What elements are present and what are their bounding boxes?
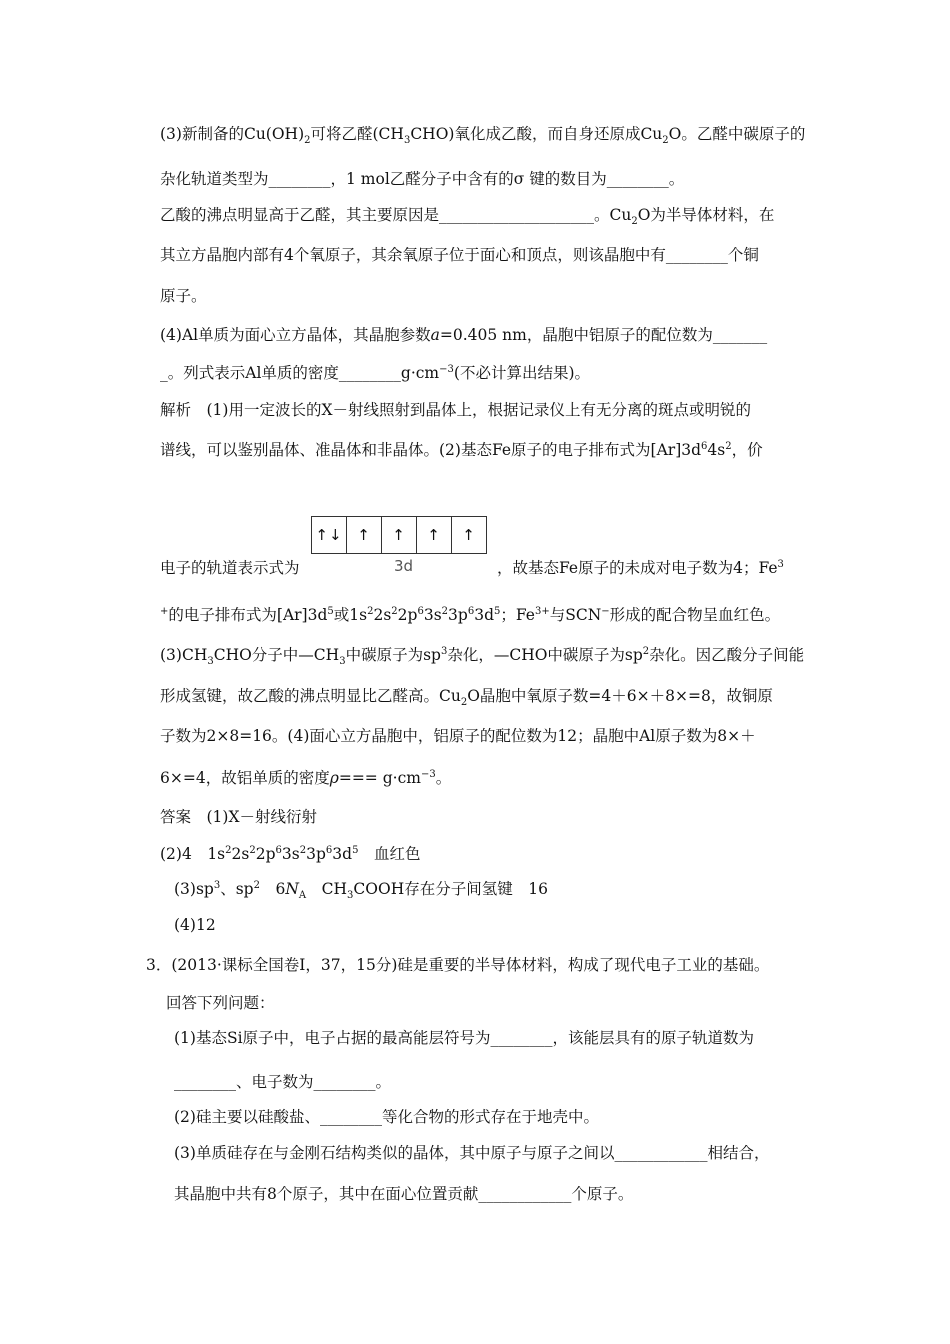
orbital-label: 3d	[394, 557, 414, 575]
text-line-si-question-2: (2)硅主要以硅酸盐、________等化合物的形式存在于地壳中。	[174, 1108, 599, 1126]
text-line-answer-3: $(3)sp^3$、$sp^2$ $6N_A$ $CH_3COOH$存在分子间氢键 16	[174, 879, 548, 902]
text-line-answer-1: 答案 (1)X－射线衍射	[160, 808, 317, 826]
orbital-box-5: ↑	[462, 526, 476, 544]
orbital-box-4: ↑	[417, 517, 452, 553]
text-line-si-question-1b: ________、电子数为________。	[174, 1073, 392, 1091]
text-line-orbital-expression: 电子的轨道表示式为	[160, 559, 300, 577]
text-line-unpaired-electrons: ，故基态Fe原子的未成对电子数为4；Fe$^3$	[497, 558, 784, 577]
orbital-diagram-3d	[311, 516, 487, 554]
text-line-question-3-heading: 3．(2013·课标全国卷Ⅰ，37，15分)硅是重要的半导体材料，构成了现代电子工业的基础。	[146, 956, 770, 974]
text-line-cell-oxygen: 其立方晶胞内部有4个氧原子，其余氧原子位于面心和顶点，则该晶胞中有________个铜	[160, 246, 759, 264]
text-line-hydrogen-bond: 形成氢键，故乙酸的沸点明显比乙醛高。$Cu_2O$晶胞中氧原子数=4＋6×＋8×=8，故铜原	[160, 687, 773, 709]
text-line-boiling-point: 乙酸的沸点明显高于乙醛，其主要原因是____________________。$Cu_2O$为半导体材料，在	[160, 206, 775, 228]
text-line-fe3-config: +的电子排布式为$[Ar]3d^5$或$1s^22s^22p^63s^23p^63d^5$；$Fe^{3+}$与SCN−形成的配合物呈血红色。	[160, 605, 781, 624]
text-line-answer-prompt: 回答下列问题：	[166, 994, 275, 1012]
text-line-copper-atoms: 原子。	[160, 287, 207, 305]
text-line-answer-4: (4)12	[174, 916, 216, 934]
text-line-analysis-1: 解析 (1)用一定波长的X－射线照射到晶体上，根据记录仪上有无分离的斑点或明锐的	[160, 401, 751, 419]
text-line-q4-al: (4)Al单质为面心立方晶体，其晶胞参数a=0.405 nm，晶胞中铝原子的配位数为_______	[160, 326, 768, 344]
text-line-copper-count: 子数为2×8=16。(4)面心立方晶胞中，铝原子的配位数为12；晶胞中Al原子数为8×＋	[160, 727, 756, 745]
text-line-q3-intro: (3)新制备的$Cu(OH)_2$可将乙醛$(CH_3CHO)$氧化成乙酸，而自身还原成$Cu_2O$。乙醛中碳原子的	[160, 125, 806, 147]
text-line-analysis-2: 谱线，可以鉴别晶体、准晶体和非晶体。(2)基态Fe原子的电子排布式为$[Ar]3d^64s^2$，价	[160, 440, 763, 459]
text-line-al-density: _。列式表示Al单质的密度$\_\_\_\_\_\_\_\_g\cdot cm^{-3}$(不必计算出结果)。	[160, 363, 590, 382]
orbital-box-1: ↑↓	[312, 517, 347, 553]
text-line-analysis-3: $(3)CH_3CHO$分子中$—CH_3$中碳原子为$sp^3$杂化，—CHO中碳原子为$sp^2$杂化。因乙酸分子间能	[160, 645, 805, 668]
text-line-si-question-3: (3)单质硅存在与金刚石结构类似的晶体，其中原子与原子之间以____________相结合，	[174, 1144, 770, 1162]
text-line-hybrid-question: 杂化轨道类型为________，1 mol乙醛分子中含有的σ 键的数目为________。	[160, 170, 685, 188]
text-line-si-question-1: (1)基态Si原子中，电子占据的最高能层符号为________，该能层具有的原子轨道数为	[174, 1029, 755, 1047]
orbital-box-2: ↑	[347, 517, 382, 553]
text-line-answer-2: (2)4 $1s^22s^22p^63s^23p^63d^5$ 血红色	[160, 844, 421, 863]
text-line-density-formula: 6×=4，故铝单质的密度$\rho=== g\cdot cm^{-3}$。	[160, 768, 452, 787]
orbital-box-3: ↑	[382, 517, 417, 553]
text-line-si-question-3b: 其晶胞中共有8个原子，其中在面心位置贡献____________个原子。	[174, 1185, 634, 1203]
